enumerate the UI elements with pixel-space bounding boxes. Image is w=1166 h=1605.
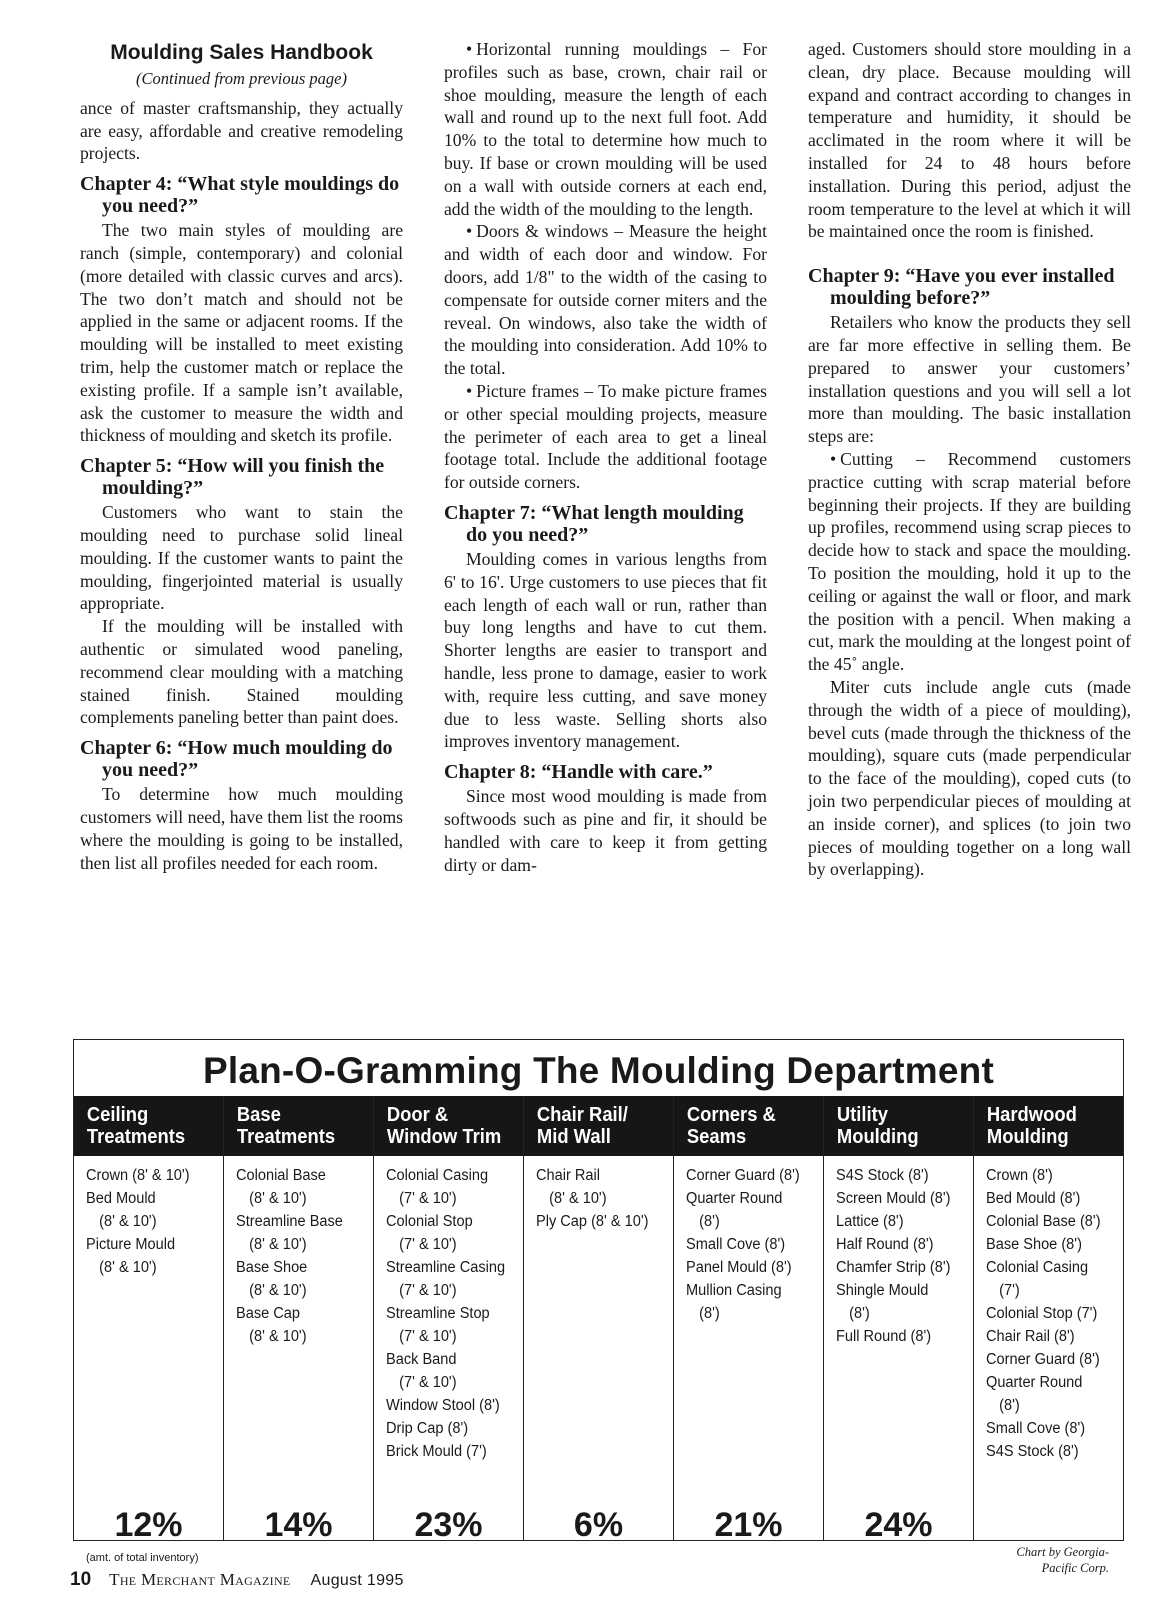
continued-note: (Continued from previous page)	[136, 69, 347, 88]
plan-header-line-2: Seams	[686, 1126, 747, 1148]
plan-item: (7')	[999, 1282, 1020, 1299]
bullet-icon: •	[830, 448, 837, 469]
plan-item: Base Cap	[236, 1305, 300, 1322]
plan-item: Quarter Round	[686, 1190, 783, 1207]
plan-item: Base Shoe (8')	[986, 1236, 1082, 1253]
bullet-horizontal-mouldings: • Horizontal running mouldings – For profiles such as base, crown, chair rail or shoe moulding, measure the length of each wall and round up to the next full foot. Add 10% to the total to determine how much to buy. If base or crown moulding will be used on a wall with outside corners at each end, add the width of the moulding to the length.	[444, 39, 767, 219]
bullet-picture-frames: • Picture frames – To make picture frames or other special moulding projects, measure the perimeter of each area to get a lineal footage total. Include the additional footage for outside corners.	[444, 380, 767, 493]
plan-item: Drip Cap (8')	[386, 1420, 469, 1437]
plan-item: Brick Mould (7')	[386, 1443, 487, 1460]
plan-item: Corner Guard (8')	[686, 1167, 800, 1184]
bullet-cutting: • Cutting – Recommend customers practice cutting with scrap material before beginning their projects. If they are building up profiles, recommend using scrap pieces to decide how to stack and space the moulding. To position the moulding, hold it up to the ceiling or against the wall or floor, and mark the position with a pencil. When making a cut, mark the moulding at the longest point of the 45˚ angle.	[808, 448, 1131, 675]
intro-paragraph: ance of master craftsmanship, they actually are easy, affordable and creative remodeling projects.	[80, 97, 403, 164]
chapter-7-heading: Chapter 7: “What length moulding do you need?”	[444, 501, 744, 546]
bullet-icon: •	[466, 39, 473, 59]
plan-item: (8' & 10')	[99, 1213, 157, 1230]
plan-column	[224, 1096, 374, 1544]
chapter-9-paragraph-2: Miter cuts include angle cuts (made through the width of a piece of moulding), bevel cuts (made through the thickness of the moulding), square cuts (made perpendicular to the face of the moulding), coped cuts (to join two perpendicular pieces of moulding at an inside corner), and splices (to join two pieces of moulding together on a long wall by overlapping).	[808, 676, 1131, 880]
plan-column-header	[824, 1096, 973, 1156]
plan-columns	[74, 1096, 1123, 1575]
plan-item: Back Band	[386, 1351, 457, 1368]
text-column-3	[808, 38, 1131, 881]
chapter-6-heading: Chapter 6: “How much moulding do you need?”	[80, 737, 393, 782]
plan-item: Shingle Mould	[836, 1282, 929, 1299]
plan-item: (8' & 10')	[249, 1282, 307, 1299]
plan-item: (8' & 10')	[549, 1190, 607, 1207]
plan-column	[824, 1096, 974, 1544]
plan-item: (7' & 10')	[399, 1328, 457, 1345]
plan-item: Streamline Casing	[386, 1259, 506, 1276]
plan-item: Lattice (8')	[836, 1213, 904, 1230]
chapter-7-paragraph: Moulding comes in various lengths from 6' to 16'. Urge customers to use pieces that fit each length of each wall or run, rather than buy long lengths and have to cut them. Shorter lengths are easier to transport and handle, less prone to damage, easier to work with, require less cutting, and save money due to less waste. Selling shorts also improves inventory management.	[444, 548, 767, 752]
plan-item: Streamline Base	[236, 1213, 343, 1230]
bullet-icon: •	[466, 221, 473, 242]
plan-item: Chair Rail (8')	[986, 1328, 1075, 1345]
plan-item: Colonial Base	[236, 1167, 326, 1184]
plan-item: Small Cove (8')	[686, 1236, 786, 1253]
inventory-percentage: 21%	[714, 1506, 783, 1544]
plan-item: Crown (8')	[986, 1167, 1053, 1184]
bullet-doors-windows: • Doors & windows – Measure the height and width of each door and window. For doors, add 1/8" to the width of the casing to compensate for outside corner miters and the reveal. On windows, also take the width of the moulding into consideration. Add 10% to the total.	[444, 221, 767, 379]
plan-header-line-2: Mid Wall	[536, 1126, 611, 1148]
plan-column	[524, 1096, 674, 1544]
chart-credit: Chart by Georgia-Pacific Corp.	[1016, 1545, 1109, 1575]
handbook-title: Moulding Sales Handbook	[110, 41, 373, 64]
plan-item: Mullion Casing	[686, 1282, 782, 1299]
plan-item: Picture Mould	[86, 1236, 176, 1253]
plan-item: Base Shoe	[236, 1259, 308, 1276]
chapter-5-paragraph-1: Customers who want to stain the moulding need to purchase solid lineal moulding. If the customer wants to paint the moulding, fingerjointed material is usually appropriate.	[80, 502, 403, 614]
plan-column-header	[224, 1096, 373, 1156]
magazine-name: The Merchant Magazine	[109, 1570, 291, 1589]
plan-column-header	[74, 1096, 223, 1156]
plan-item-list	[374, 1156, 523, 1463]
plan-item: (8')	[999, 1397, 1020, 1414]
chapter-6-paragraph: To determine how much moulding customers will need, have them list the rooms where the moulding is going to be installed, then list all profiles needed for each room.	[80, 784, 403, 873]
chapter-9-paragraph-1: Retailers who know the products they sell are far more effective in selling them. Be prepared to answer your customers’ installation questions and you will sell a lot more than moulding. The basic installation steps are:	[808, 312, 1131, 447]
plan-header-line-1: Door &	[386, 1104, 449, 1126]
plan-item: S4S Stock (8')	[986, 1443, 1079, 1460]
plan-item: Colonial Stop	[386, 1213, 473, 1230]
issue-date: August 1995	[310, 1572, 404, 1589]
plan-header-line-2: Moulding	[836, 1126, 919, 1148]
plan-item-list	[974, 1156, 1123, 1463]
plan-item: (7' & 10')	[399, 1190, 457, 1207]
plan-column-header	[524, 1096, 673, 1156]
text-column-2	[444, 38, 767, 876]
plan-item: (8')	[699, 1305, 720, 1322]
plan-item: (8')	[699, 1213, 720, 1230]
page-number: 10	[70, 1569, 92, 1590]
bullet-icon: •	[466, 380, 473, 401]
plan-item: Corner Guard (8')	[986, 1351, 1100, 1368]
plan-item: (8' & 10')	[249, 1190, 307, 1207]
plan-item: Chamfer Strip (8')	[836, 1259, 951, 1276]
plan-item: Panel Mould (8')	[686, 1259, 792, 1276]
chapter-5-paragraph-2: If the moulding will be installed with authentic or simulated wood paneling, recommend clear moulding with a matching stained finish. Stained moulding complements paneling better than paint does.	[80, 616, 403, 728]
chapter-4-paragraph: The two main styles of moulding are ranch (simple, contemporary) and colonial (more detailed with classic curves and arcs). The two don’t match and should not be applied in the same or adjacent rooms. If the moulding will be installed to meet existing trim, help the customer match or replace the existing profile. If a sample isn’t available, ask the customer to measure the width and thickness of moulding and sketch its profile.	[80, 220, 403, 446]
plan-column-header	[974, 1096, 1123, 1156]
plan-item: (8' & 10')	[99, 1259, 157, 1276]
plan-item: Half Round (8')	[836, 1236, 934, 1253]
plan-item: Small Cove (8')	[986, 1420, 1086, 1437]
plan-header-line-1: Chair Rail/	[536, 1104, 628, 1126]
plan-column	[374, 1096, 524, 1544]
plan-item: Bed Mould	[86, 1190, 156, 1207]
plan-item: Bed Mould (8')	[986, 1190, 1081, 1207]
inventory-percentage: 14%	[264, 1506, 333, 1544]
plan-o-gram-table	[73, 1039, 1124, 1575]
plan-item: Chair Rail	[536, 1167, 600, 1184]
plan-header-line-1: Base	[236, 1104, 281, 1126]
inventory-percentage: 23%	[414, 1506, 483, 1544]
plan-item: (8')	[849, 1305, 870, 1322]
plan-column	[74, 1096, 224, 1564]
plan-item-list	[74, 1156, 223, 1279]
plan-item: Colonial Base (8')	[986, 1213, 1101, 1230]
page-footer	[70, 1568, 404, 1593]
plan-header-line-2: Treatments	[236, 1126, 336, 1148]
plan-item: (7' & 10')	[399, 1374, 457, 1391]
plan-item: Colonial Stop (7')	[986, 1305, 1098, 1322]
plan-item: (8' & 10')	[249, 1328, 307, 1345]
plan-header-line-2: Window Trim	[386, 1126, 502, 1148]
plan-item: S4S Stock (8')	[836, 1167, 929, 1184]
inventory-note: (amt. of total inventory)	[86, 1552, 199, 1564]
plan-column-header	[674, 1096, 823, 1156]
plan-header-line-1: Hardwood	[986, 1104, 1077, 1126]
inventory-percentage: 6%	[573, 1506, 624, 1544]
plan-column-header	[374, 1096, 523, 1156]
chapter-8-continued: aged. Customers should store moulding in a clean, dry place. Because moulding will expand and contract according to changes in temperature and humidity, it should be acclimated in the room where it will be installed for 24 to 48 hours before installation. During this period, adjust the room temperature to the level at which it will be maintained once the room is finished.	[808, 39, 1131, 242]
inventory-percentage: 24%	[864, 1506, 933, 1544]
plan-item-list	[224, 1156, 373, 1348]
plan-title: Plan-O-Gramming The Moulding Department	[203, 1050, 994, 1091]
text-column-1	[80, 38, 403, 874]
plan-header-line-1: Ceiling	[86, 1104, 149, 1126]
plan-item-list	[674, 1156, 823, 1325]
plan-item: (7' & 10')	[399, 1236, 457, 1253]
plan-header-line-1: Corners &	[686, 1104, 776, 1126]
plan-column	[974, 1096, 1123, 1575]
plan-item: Colonial Casing	[986, 1259, 1089, 1276]
plan-item: Ply Cap (8' & 10')	[536, 1213, 649, 1230]
plan-header-line-1: Utility	[836, 1104, 888, 1126]
plan-item-list	[524, 1156, 673, 1233]
plan-item: Full Round (8')	[836, 1328, 932, 1345]
plan-item: Colonial Casing	[386, 1167, 489, 1184]
plan-item: Screen Mould (8')	[836, 1190, 951, 1207]
chapter-4-heading: Chapter 4: “What style mouldings do you need?”	[80, 173, 400, 218]
plan-item: (7' & 10')	[399, 1282, 457, 1299]
plan-item-list	[824, 1156, 973, 1348]
plan-header-line-2: Treatments	[86, 1126, 186, 1148]
plan-item: Crown (8' & 10')	[86, 1167, 190, 1184]
chapter-9-heading: Chapter 9: “Have you ever installed moulding before?”	[808, 265, 1115, 310]
inventory-percentage: 12%	[114, 1506, 183, 1544]
plan-item: Streamline Stop	[386, 1305, 490, 1322]
chapter-5-heading: Chapter 5: “How will you finish the moulding?”	[80, 455, 385, 500]
plan-header-line-2: Moulding	[986, 1126, 1069, 1148]
plan-item: (8' & 10')	[249, 1236, 307, 1253]
chapter-8-heading: Chapter 8: “Handle with care.”	[444, 761, 713, 784]
plan-item: Quarter Round	[986, 1374, 1083, 1391]
plan-column	[674, 1096, 824, 1544]
plan-item: Window Stool (8')	[386, 1397, 500, 1414]
chapter-8-paragraph: Since most wood moulding is made from softwoods such as pine and fir, it should be handled with care to keep it from getting dirty or dam-	[444, 786, 767, 875]
